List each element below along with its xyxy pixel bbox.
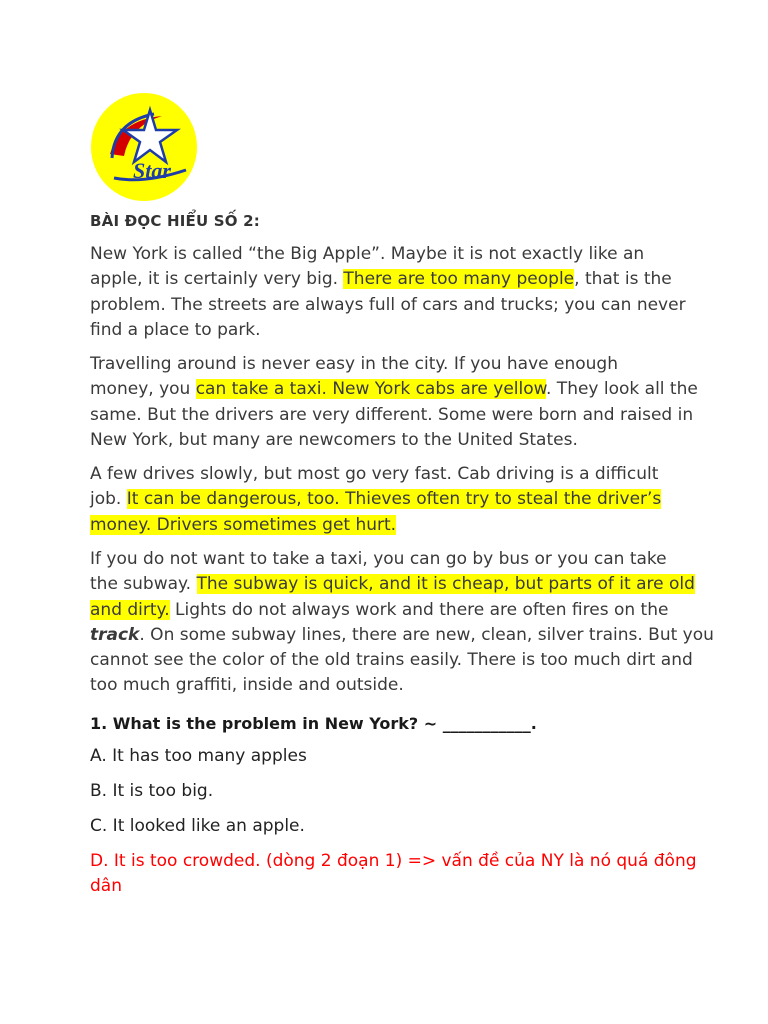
text-segment: New York is called “the Big Apple”. Maybe it is not exactly like an [90,244,645,264]
text-line [90,673,690,698]
text-segment: , that is the [574,269,672,290]
text-line [90,293,690,318]
text-segment: Travelling around is never easy in the city. If you have enough [90,354,618,374]
option-a: A. It has too many apples [90,746,307,766]
text-line [90,487,690,512]
text-segment: cannot see the color of the old trains easily. There is too much dirt and [90,650,693,671]
text-line [90,462,690,487]
text-segment: A few drives slowly, but most go very fast. Cab driving is a difficult [90,464,659,484]
text-line [90,403,694,428]
answer-line: dân [90,876,122,896]
text-segment: same. But the drivers are very different. Some were born and raised in [90,404,694,425]
text-segment: New York, but many are newcomers to the United States. [90,429,578,450]
text-segment: too much graffiti, inside and outside. [90,675,404,696]
text-line [90,377,698,402]
highlighted-text: can take a taxi. New York cabs are yellow [195,379,546,400]
text-line [90,598,690,623]
text-line [90,648,693,673]
text-line [90,242,690,267]
option-c: C. It looked like an apple. [90,816,305,836]
text-segment: the subway. [90,574,197,595]
logo-text: Star [133,158,171,183]
logo-graphic [90,92,198,202]
star-logo-icon [90,92,198,202]
text-segment: money, you [90,379,196,400]
text-line [90,318,690,343]
text-line [90,267,690,292]
text-segment: Lights do not always work and there are often fires on the [169,599,669,620]
text-segment: . They look all the [546,379,698,400]
text-line [90,623,714,648]
highlighted-text: The subway is quick, and it is cheap, but parts of it are old [196,574,695,595]
paragraph-1 [90,242,690,343]
emphasized-word: track [90,624,140,645]
highlighted-text: money. Drivers sometimes get hurt. [90,514,397,535]
text-segment: If you do not want to take a taxi, you can go by bus or you can take [90,549,667,569]
answer-explanation [90,849,697,899]
text-line [90,547,690,572]
text-line [90,572,695,597]
highlighted-text: There are too many people [343,269,575,290]
text-segment: problem. The streets are always full of cars and trucks; you can never [90,294,686,315]
reading-title: BÀI ĐỌC HIỂU SỐ 2: [90,212,260,230]
option-b: B. It is too big. [90,781,214,801]
answer-line: D. It is too crowded. (dòng 2 đoạn 1) => vấn đề của NY là nó quá đông [90,851,697,871]
paragraph-4 [90,547,714,699]
question-1: 1. What is the problem in New York? ~ ___________. [90,714,537,733]
text-line [90,513,690,538]
text-segment: apple, it is certainly very big. [90,269,344,290]
paragraph-2 [90,352,698,453]
text-segment: job. [90,489,127,510]
highlighted-text: It can be dangerous, too. Thieves often try to steal the driver’s [126,489,662,510]
paragraph-3 [90,462,690,538]
text-line [90,428,690,453]
text-line [90,352,690,377]
text-segment: . On some subway lines, there are new, clean, silver trains. But you [139,624,714,645]
text-segment: find a place to park. [90,319,261,340]
highlighted-text: and dirty. [90,599,170,620]
